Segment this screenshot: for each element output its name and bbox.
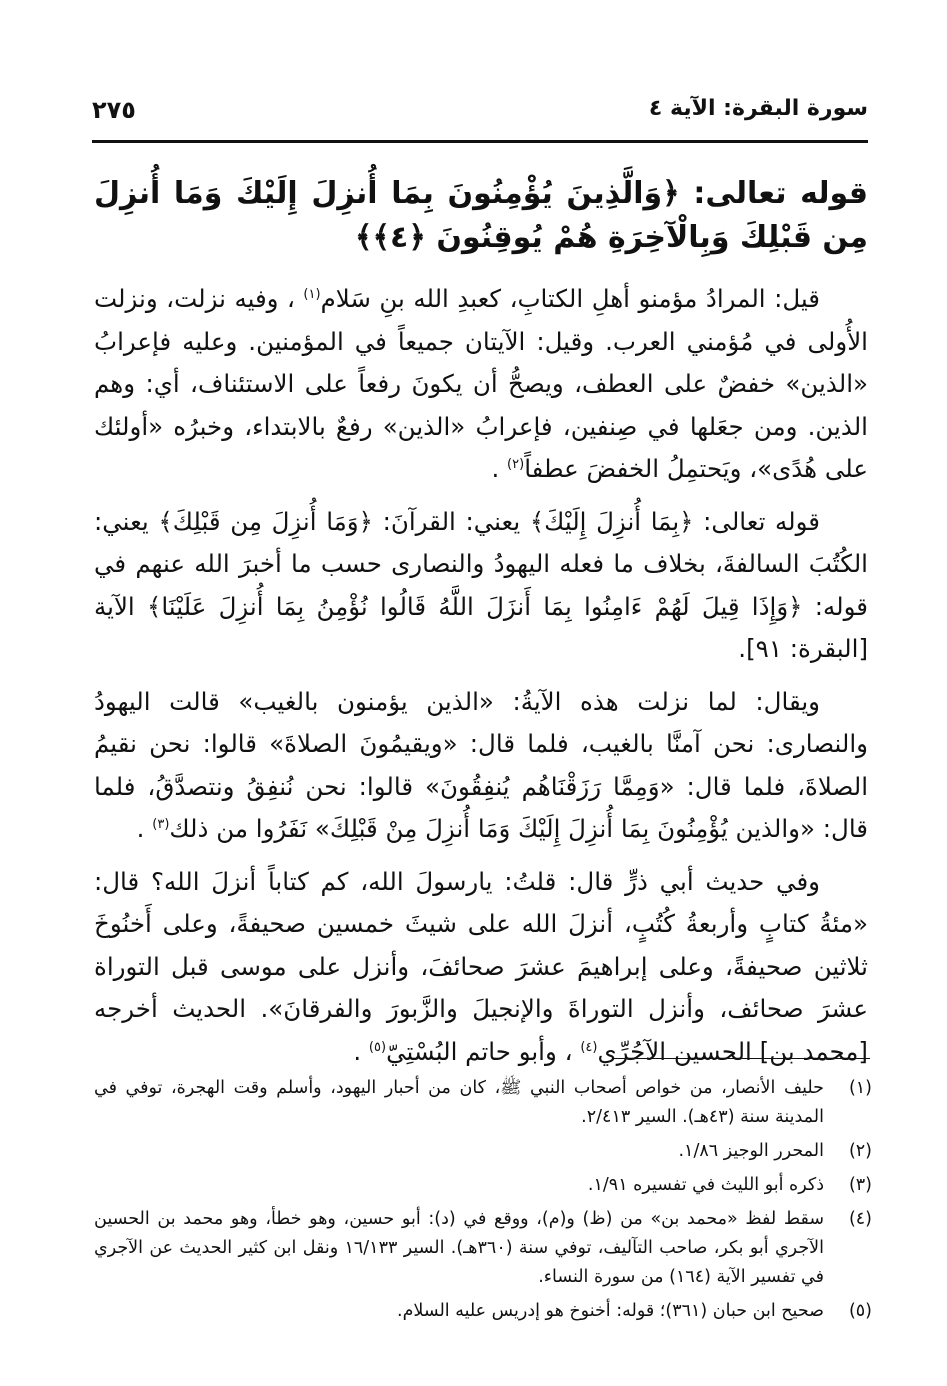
paragraph-text: قيل: المرادُ مؤمنو أهلِ الكتابِ، كعبدِ الله بنِ سَلام [320,284,820,313]
paragraph-text: . [491,454,500,483]
paragraph-2: قوله تعالى: ﴿بِمَا أُنزِلَ إِلَيْكَ﴾ يعني: القرآنَ: ﴿وَمَا أُنزِلَ مِن قَبْلِكَ﴾ يعني: الكُتُبَ السالفةَ، بخلاف ما فعله اليهودُ والنصارى حسب ما أخبرَ الله عنهم في قوله: ﴿وَإِذَا قِيلَ لَهُمْ ءَامِنُوا بِمَا أَنزَلَ اللَّهُ قَالُوا نُؤْمِنُ بِمَا أُنزِلَ عَلَيْنَا﴾ الآية [البقرة: ٩١]. [94,506,868,663]
footnote-text: المحرر الوجيز ١/٨٦. [678,1141,824,1161]
paragraph-text: . [353,1036,362,1066]
footnote [94,1205,872,1292]
footnote [94,1297,872,1326]
paragraph-4 [94,861,868,1074]
header-rule [92,140,868,143]
paragraph-text: ويقال: لما نزلت هذه الآيةُ: «الذين يؤمنون بالغيب» قالت اليهودُ والنصارى: نحن آمنَّا بالغيب، فلما قال: «ويقيمُونَ الصلاةَ» قالوا: نحن نقيمُ الصلاةَ، فلما قال: «وَمِمَّا رَزَقْنَاهُم يُنفِقُونَ» قالوا: نحن نُنفِقُ ونتصدَّقُ، فلما قال: «والذين يُؤْمِنُونَ بِمَا أُنزِلَ إِلَيْكَ وَمَا أُنزِلَ مِنْ قَبْلِكَ» نَفَرُوا من ذلك [94,686,868,843]
footnote-number: (٣) [848,1175,872,1195]
main-text [94,172,868,1083]
footnote-text: حليف الأنصار، من خواص أصحاب النبي ﷺ، كان من أحبار اليهود، وأسلم وقت الهجرة، توفي في المدينة سنة (٤٣هـ). السير ٢/٤١٣. [94,1078,824,1127]
paragraph-text: ، وفيه نزلت، ونزلت الأُولى في مُؤمني العرب. وقيل: الآيتان جميعاً في المؤمنين. وعليه فإعرابُ «الذين» خفضٌ على العطف، ويصحُّ أن يكونَ رفعاً على الاستئناف، أي: وهم الذين. ومن جعَلها في صِنفين، فإعرابُ «الذين» رفعٌ بالابتداء، وخبرُه «أولئك على هُدًى»، ويَحتمِلُ الخفضَ عطفاً [94,284,868,483]
footnote-text: سقط لفظ «محمد بن» من (ظ) و(م)، ووقع في (د): أبو حسين، وهو خطأ، وهو محمد بن الحسين الآجري أبو بكر، صاحب التآليف، توفي سنة (٣٦٠هـ). السير ١٦/١٣٣ ونقل ابن كثير الحديث عن الآجري في تفسير الآية (١٦٤) من سورة النساء. [94,1209,824,1287]
footnote [94,1137,872,1166]
footnote-text: ذكره أبو الليث في تفسيره ١/٩١. [587,1175,824,1195]
verse-heading: قوله تعالى: ﴿وَالَّذِينَ يُؤْمِنُونَ بِمَا أُنزِلَ إِلَيْكَ وَمَا أُنزِلَ مِن قَبْلِكَ وَبِالْآخِرَةِ هُمْ يُوقِنُونَ ﴿٤﴾﴾ [94,176,868,255]
footnote-number: (٥) [848,1301,872,1321]
page-number: ٢٧٥ [92,96,136,124]
paragraph-text: ، وأبو حاتم البُسْتِيّ [386,1036,573,1066]
footnotes [94,1074,872,1331]
paragraph-1 [94,278,868,491]
paragraph-3 [94,681,868,851]
footnote-separator [614,1058,870,1059]
footnote-number: (٢) [848,1141,872,1161]
paragraph-text: وفي حديث أبي ذرٍّ قال: قلتُ: يارسولَ الله، كم كتاباً أنزلَ الله؟ قال: «مئةُ كتابٍ وأربعةُ كُتُبٍ، أنزلَ الله على شيثَ خمسين صحيفةً، وعلى أَخنُوخَ ثلاثين صحيفةً، وعلى إبراهيمَ عشرَ صحائفَ، وأنزل على موسى قبل التوراة عشرَ صحائف، وأنزل التوراةَ والإنجيلَ والزَّبورَ والفرقانَ». الحديث أخرجه [محمد بن] الحسين الآجُرِّي [94,866,868,1066]
footnote-text: صحيح ابن حبان (٣٦١)؛ قوله: أخنوخ هو إدريس عليه السلام. [397,1301,824,1321]
footnote [94,1074,872,1132]
footnote-ref: (٤) [580,1039,598,1055]
footnote-ref: (٥) [368,1039,387,1055]
footnote [94,1171,872,1200]
paragraph-text: . [136,814,145,843]
footnote-ref: (٣) [152,816,170,832]
footnote-ref: (١) [303,286,321,302]
footnote-number: (٤) [848,1209,872,1229]
footnote-number: (١) [848,1078,872,1098]
running-title: سورة البقرة: الآية ٤ [648,96,868,121]
footnote-ref: (٢) [507,456,525,472]
page-header [92,96,868,140]
